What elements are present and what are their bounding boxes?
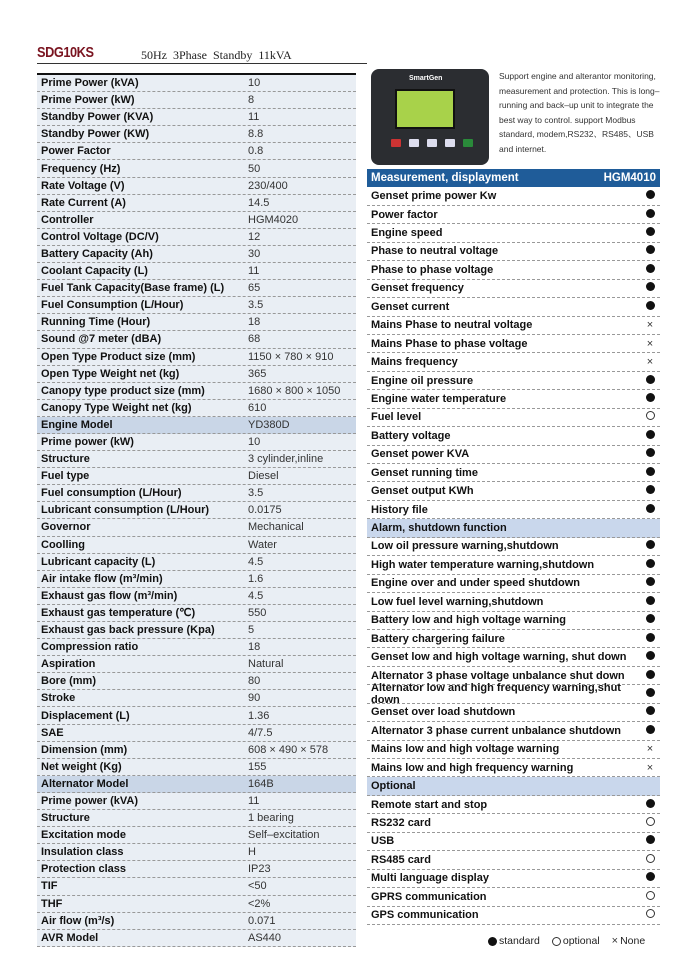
cross-icon: × [611, 935, 619, 947]
spec-label: Rate Current (A) [41, 196, 126, 209]
filled-dot-icon [644, 872, 656, 884]
spec-row [37, 468, 356, 485]
spec-value: 164B [248, 777, 274, 790]
feature-row [367, 648, 660, 666]
spec-label: Air flow (m³/s) [41, 914, 115, 927]
spec-row [37, 673, 356, 690]
feature-label: Engine over and under speed shutdown [371, 577, 581, 590]
auto-button-icon [409, 139, 419, 147]
filled-dot-icon [644, 301, 656, 313]
spec-label: Canopy type product size (mm) [41, 384, 205, 397]
spec-row [37, 126, 356, 143]
spec-row [37, 160, 356, 177]
spec-label: Lubricant capacity (L) [41, 555, 156, 568]
filled-dot-icon [644, 190, 656, 202]
filled-dot-icon [644, 540, 656, 552]
feature-label: Genset low and high voltage warning, shut down [371, 651, 627, 664]
spec-value: 8 [248, 94, 255, 107]
spec-row [37, 622, 356, 639]
spec-value: 80 [248, 675, 261, 688]
feature-label: Low oil pressure warning,shutdown [371, 540, 559, 553]
spec-label: SAE [41, 726, 64, 739]
controller-description: Support engine and alterantor monitoring, measurement and protection. This is long–running and back–up unit to integrate the best way to control. support Modbus standard, modem,RS232、RS485、USB and internet. [499, 71, 660, 154]
controller-brand: SmartGen [409, 75, 443, 82]
legend-standard: standard [488, 935, 540, 947]
spec-row [37, 656, 356, 673]
spec-row [37, 92, 356, 109]
manual-button-icon [445, 139, 455, 147]
spec-row [37, 793, 356, 810]
spec-value: 10 [248, 436, 261, 449]
spec-label: Prime power (kW) [41, 436, 134, 449]
spec-value: 1.6 [248, 572, 264, 585]
model-title: SDG10KS [37, 44, 94, 61]
spec-value: 30 [248, 247, 261, 260]
spec-row [37, 400, 356, 417]
spec-label: Controller [41, 213, 94, 226]
spec-row [37, 263, 356, 280]
feature-label: History file [371, 503, 428, 516]
feature-label: Alternator 3 phase voltage unbalance shut down [371, 669, 625, 682]
feature-row [367, 741, 660, 759]
spec-label: Compression ratio [41, 641, 139, 654]
spec-label: Rate Voltage (V) [41, 179, 125, 192]
feature-label: Genset frequency [371, 282, 464, 295]
spec-label: Fuel type [41, 470, 90, 483]
feature-label: Mains low and high voltage warning [371, 743, 560, 756]
spec-label: Net weight (Kg) [41, 760, 122, 773]
feature-row [367, 681, 660, 706]
spec-value: HGM4020 [248, 213, 299, 226]
feature-label: Alternator 3 phase current unbalance shutdown [371, 724, 621, 737]
feature-row [367, 298, 660, 316]
feature-row [367, 187, 660, 205]
spec-value: 11 [248, 111, 260, 124]
divider [37, 63, 367, 64]
section-header-row [367, 777, 660, 795]
filled-dot-icon [644, 245, 656, 257]
feature-label: Genset prime power Kw [371, 190, 497, 203]
spec-row [37, 930, 356, 947]
feature-row [367, 427, 660, 445]
feature-row [367, 464, 660, 482]
hollow-circle-icon [644, 817, 656, 829]
feature-label: Genset over load shutdown [371, 706, 516, 719]
spec-row [37, 605, 356, 622]
spec-label: AVR Model [41, 931, 99, 944]
feature-row [367, 722, 660, 740]
filled-dot-icon [644, 264, 656, 276]
feature-label: Engine speed [371, 227, 443, 240]
section-header-row [367, 169, 660, 187]
filled-dot-icon [488, 937, 497, 946]
spec-label: Structure [41, 812, 90, 825]
spec-label: Exhaust gas temperature (℃) [41, 607, 196, 620]
spec-value: 1680 × 800 × 1050 [248, 384, 341, 397]
spec-value: 230/400 [248, 179, 288, 192]
feature-label: Power factor [371, 208, 438, 221]
spec-value: 1 bearing [248, 812, 294, 825]
spec-value: 68 [248, 333, 261, 346]
spec-row [37, 844, 356, 861]
spec-row [37, 502, 356, 519]
spec-label: Control Voltage (DC/V) [41, 230, 159, 243]
filled-dot-icon [644, 559, 656, 571]
spec-row [37, 297, 356, 314]
feature-row [367, 833, 660, 851]
spec-label: Prime power (kVA) [41, 794, 138, 807]
spec-row [37, 331, 356, 348]
feature-label: Genset power KVA [371, 448, 470, 461]
feature-row [367, 353, 660, 371]
feature-row [367, 556, 660, 574]
spec-value: 3.5 [248, 487, 264, 500]
spec-label: Protection class [41, 863, 126, 876]
feature-table [367, 169, 660, 925]
feature-label: Genset running time [371, 466, 478, 479]
spec-row [37, 109, 356, 126]
feature-label: Mains Phase to neutral voltage [371, 319, 533, 332]
feature-label: Engine oil pressure [371, 374, 474, 387]
spec-row [37, 485, 356, 502]
spec-value: 12 [248, 230, 261, 243]
controller-screen [395, 89, 455, 129]
spec-value: 8.8 [248, 128, 264, 141]
spec-label: Open Type Product size (mm) [41, 350, 196, 363]
spec-value: 155 [248, 760, 267, 773]
spec-row [37, 314, 356, 331]
spec-row [37, 725, 356, 742]
spec-label: Standby Power (KVA) [41, 111, 154, 124]
spec-label: Fuel consumption (L/Hour) [41, 487, 182, 500]
spec-label: Standby Power (KW) [41, 128, 150, 141]
spec-label: Open Type Weight net (kg) [41, 367, 180, 380]
feature-row [367, 501, 660, 519]
cross-icon: × [646, 743, 654, 756]
filled-dot-icon [644, 706, 656, 718]
spec-value: 0.071 [248, 914, 276, 927]
feature-label: Alarm, shutdown function [371, 522, 507, 535]
legend [488, 935, 645, 947]
spec-label: Stroke [41, 692, 76, 705]
feature-label: High water temperature warning,shutdown [371, 558, 595, 571]
spec-label: TIF [41, 880, 58, 893]
spec-label: Engine Model [41, 418, 113, 431]
spec-value: 14.5 [248, 196, 270, 209]
spec-row [37, 195, 356, 212]
spec-label: Exhaust gas flow (m³/min) [41, 589, 178, 602]
start-button-icon [463, 139, 473, 147]
spec-row [37, 229, 356, 246]
cross-icon: × [646, 761, 654, 774]
spec-row [37, 588, 356, 605]
spec-value: 18 [248, 641, 261, 654]
filled-dot-icon [644, 282, 656, 294]
feature-row [367, 372, 660, 390]
spec-row [37, 280, 356, 297]
spec-value: IP23 [248, 863, 271, 876]
feature-label: Phase to phase voltage [371, 263, 494, 276]
spec-row [37, 896, 356, 913]
spec-value: 608 × 490 × 578 [248, 743, 329, 756]
spec-value: 610 [248, 401, 267, 414]
feature-label: Measurement, displayment [371, 172, 519, 185]
spec-row [37, 827, 356, 844]
spec-label: Prime Power (kVA) [41, 77, 139, 90]
filled-dot-icon [644, 670, 656, 682]
spec-row [37, 742, 356, 759]
spec-label: Alternator Model [41, 777, 129, 790]
hollow-circle-icon [552, 937, 561, 946]
spec-label: Lubricant consumption (L/Hour) [41, 504, 210, 517]
spec-label: Sound @7 meter (dBA) [41, 333, 162, 346]
spec-row [37, 537, 356, 554]
spec-label: Displacement (L) [41, 709, 130, 722]
feature-label: USB [371, 835, 395, 848]
feature-row [367, 409, 660, 427]
filled-dot-icon [644, 799, 656, 811]
spec-row [37, 519, 356, 536]
spec-value: H [248, 846, 256, 859]
filled-dot-icon [644, 430, 656, 442]
spec-value: 365 [248, 367, 267, 380]
feature-row [367, 630, 660, 648]
spec-value: 5 [248, 624, 255, 637]
feature-label: Mains Phase to phase voltage [371, 337, 528, 350]
hollow-circle-icon [644, 909, 656, 921]
spec-label: Exhaust gas back pressure (Kpa) [41, 624, 215, 637]
spec-label: Battery Capacity (Ah) [41, 247, 153, 260]
cross-icon: × [646, 337, 654, 350]
spec-label: Dimension (mm) [41, 743, 128, 756]
filled-dot-icon [644, 596, 656, 608]
spec-value: 4.5 [248, 589, 264, 602]
filled-dot-icon [644, 375, 656, 387]
spec-row [37, 810, 356, 827]
spec-label: Air intake flow (m³/min) [41, 572, 163, 585]
feature-row [367, 335, 660, 353]
feature-row [367, 243, 660, 261]
feature-label: Mains low and high frequency warning [371, 761, 574, 774]
feature-label: Low fuel level warning,shutdown [371, 595, 544, 608]
spec-label: Coolant Capacity (L) [41, 265, 148, 278]
spec-value: AS440 [248, 931, 282, 944]
feature-row [367, 851, 660, 869]
filled-dot-icon [644, 633, 656, 645]
legend-optional: optional [552, 935, 600, 947]
feature-row [367, 261, 660, 279]
filled-dot-icon [644, 485, 656, 497]
spec-value: Self–excitation [248, 829, 320, 842]
feature-label: Fuel level [371, 411, 422, 424]
legend-none: × None [611, 935, 646, 947]
spec-label: THF [41, 897, 63, 910]
spec-row [37, 913, 356, 930]
model-subtitle: 50Hz 3Phase Standby 11kVA [141, 48, 292, 62]
feature-label: Alternator low and high frequency warning,shut down [371, 681, 621, 706]
feature-row [367, 704, 660, 722]
spec-label: Fuel Tank Capacity(Base frame) (L) [41, 282, 225, 295]
spec-row [37, 434, 356, 451]
spec-value: 0.0175 [248, 504, 282, 517]
filled-dot-icon [644, 577, 656, 589]
feature-label: RS485 card [371, 853, 431, 866]
spec-label: Governor [41, 521, 91, 534]
spec-label: Power Factor [41, 145, 111, 158]
feature-row [367, 206, 660, 224]
spec-value: <50 [248, 880, 267, 893]
spec-label: Structure [41, 453, 90, 466]
feature-row [367, 280, 660, 298]
feature-row [367, 482, 660, 500]
feature-label: Multi language display [371, 872, 489, 885]
spec-value: 1150 × 780 × 910 [248, 350, 334, 363]
spec-row [37, 759, 356, 776]
feature-row [367, 796, 660, 814]
spec-value: 10 [248, 77, 261, 90]
feature-row [367, 593, 660, 611]
feature-row [367, 317, 660, 335]
feature-row [367, 759, 660, 777]
feature-row [367, 224, 660, 242]
spec-label: Running Time (Hour) [41, 316, 151, 329]
spec-value: 90 [248, 692, 261, 705]
spec-value: 3 cylinder,inline [248, 453, 324, 466]
spec-value: 0.8 [248, 145, 264, 158]
feature-label: Battery low and high voltage warning [371, 614, 566, 627]
feature-row [367, 538, 660, 556]
cross-icon: × [646, 356, 654, 369]
spec-value: 18 [248, 316, 261, 329]
spec-label: Frequency (Hz) [41, 162, 121, 175]
spec-row [37, 75, 356, 92]
spec-label: Aspiration [41, 658, 96, 671]
feature-row [367, 575, 660, 593]
feature-label: Mains frequency [371, 356, 458, 369]
feature-row [367, 446, 660, 464]
feature-label: RS232 card [371, 817, 431, 830]
spec-value: 4/7.5 [248, 726, 273, 739]
feature-row [367, 390, 660, 408]
spec-row [37, 349, 356, 366]
spec-row [37, 861, 356, 878]
cross-icon: × [646, 319, 654, 332]
spec-label: Excitation mode [41, 829, 126, 842]
section-row [37, 776, 356, 793]
spec-value: <2% [248, 897, 271, 910]
feature-label: Genset current [371, 300, 450, 313]
feature-label: Phase to neutral voltage [371, 245, 499, 258]
filled-dot-icon [644, 467, 656, 479]
feature-label: Genset output KWh [371, 485, 474, 498]
spec-value: Water [248, 538, 277, 551]
feature-row [367, 907, 660, 925]
spec-value: Diesel [248, 470, 279, 483]
spec-row [37, 878, 356, 895]
spec-label: Coolling [41, 538, 85, 551]
feature-label: Remote start and stop [371, 798, 488, 811]
spec-value: 50 [248, 162, 261, 175]
spec-row [37, 212, 356, 229]
filled-dot-icon [644, 688, 656, 700]
spec-row [37, 366, 356, 383]
spec-row [37, 639, 356, 656]
spec-table [37, 73, 356, 947]
feature-label: Engine water temperature [371, 392, 507, 405]
filled-dot-icon [644, 614, 656, 626]
spec-value: 3.5 [248, 299, 264, 312]
feature-label: Optional [371, 780, 416, 793]
spec-value: 4.5 [248, 555, 264, 568]
feature-row [367, 612, 660, 630]
feature-label: Battery chargering failure [371, 632, 505, 645]
feature-row [367, 888, 660, 906]
feature-row [367, 814, 660, 832]
hollow-circle-icon [644, 854, 656, 866]
filled-dot-icon [644, 448, 656, 460]
spec-value: 550 [248, 606, 267, 619]
spec-row [37, 383, 356, 400]
filled-dot-icon [644, 651, 656, 663]
controller-model: HGM4010 [603, 172, 656, 185]
controller-image [371, 69, 489, 165]
feature-label: GPS communication [371, 909, 479, 922]
spec-value: YD380D [248, 418, 290, 431]
filled-dot-icon [644, 393, 656, 405]
spec-row [37, 246, 356, 263]
spec-label: Insulation class [41, 846, 124, 859]
filled-dot-icon [644, 835, 656, 847]
spec-row [37, 554, 356, 571]
spec-label: Fuel Consumption (L/Hour) [41, 299, 184, 312]
spec-row [37, 690, 356, 707]
filled-dot-icon [644, 504, 656, 516]
feature-label: GPRS communication [371, 890, 487, 903]
section-header-row [367, 519, 660, 537]
spec-label: Bore (mm) [41, 675, 97, 688]
spec-value: Mechanical [248, 521, 304, 534]
section-row [37, 417, 356, 434]
spec-row [37, 707, 356, 724]
spec-value: 65 [248, 282, 261, 295]
spec-row [37, 571, 356, 588]
filled-dot-icon [644, 209, 656, 221]
feature-label: Battery voltage [371, 429, 451, 442]
spec-value: 11 [248, 794, 260, 807]
spec-label: Prime Power (kW) [41, 94, 135, 107]
hollow-circle-icon [644, 891, 656, 903]
spec-value: 1.36 [248, 709, 270, 722]
filled-dot-icon [644, 725, 656, 737]
filled-dot-icon [644, 227, 656, 239]
spec-label: Canopy Type Weight net (kg) [41, 401, 192, 414]
feature-row [367, 870, 660, 888]
stop-button-icon [391, 139, 401, 147]
spec-row [37, 143, 356, 160]
test-button-icon [427, 139, 437, 147]
spec-value: Natural [248, 658, 284, 671]
hollow-circle-icon [644, 411, 656, 423]
spec-value: 11 [248, 265, 260, 278]
spec-row [37, 178, 356, 195]
spec-row [37, 451, 356, 468]
